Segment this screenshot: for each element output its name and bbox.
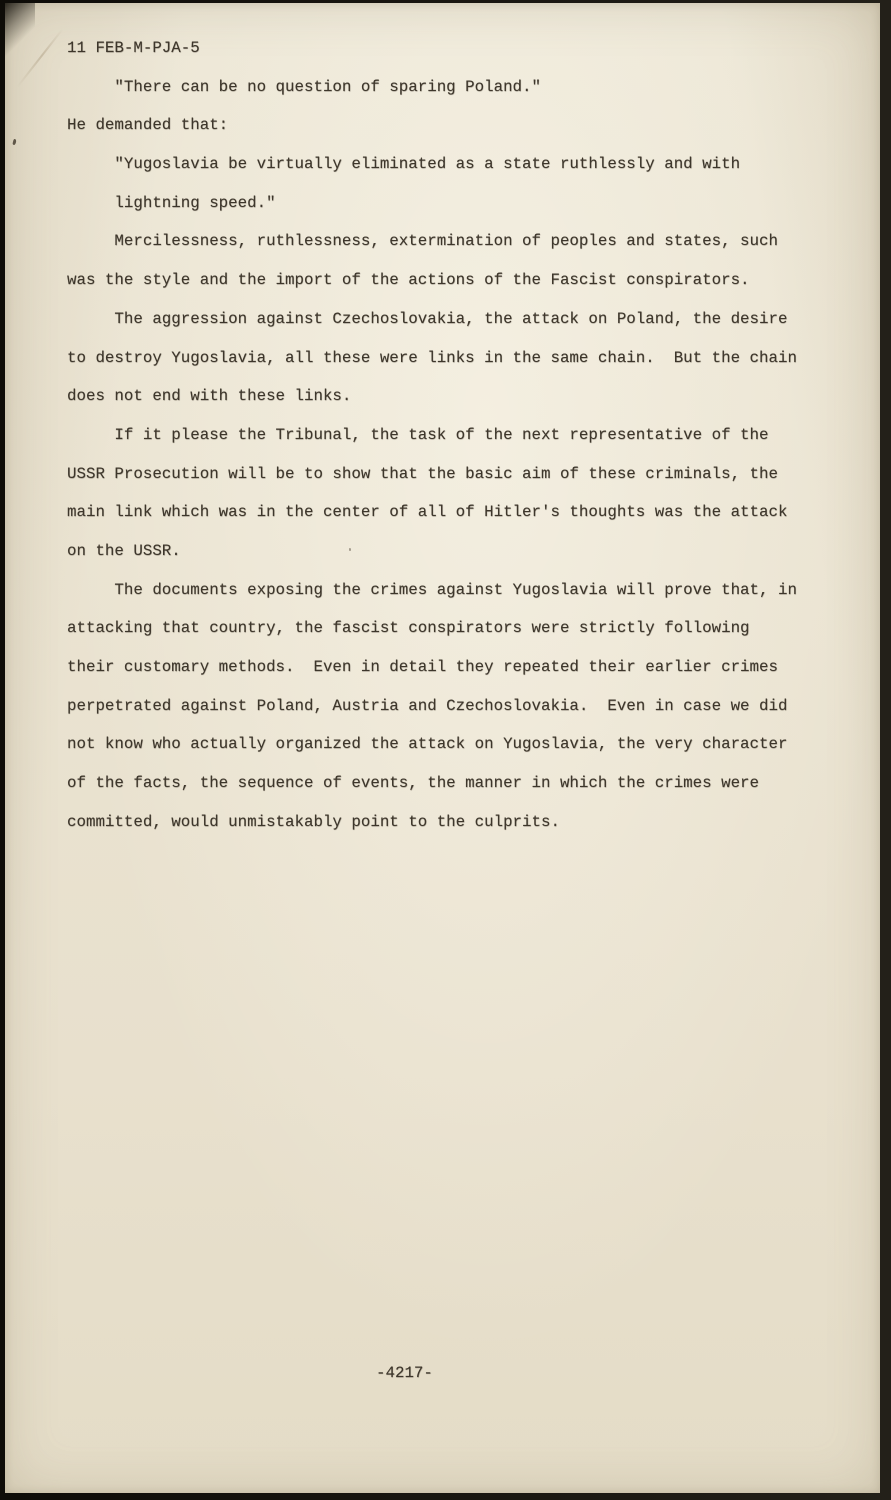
text-line: on the USSR. [67,541,181,560]
text-line: USSR Prosecution will be to show that the basic aim of these criminals, the [67,464,778,483]
text-line: of the facts, the sequence of events, the manner in which the crimes were [67,774,760,793]
text-line: "Yugoslavia be virtually eliminated as a state ruthlessly and with [67,155,741,174]
text-line: "There can be no question of sparing Poland." [67,77,541,96]
document-id-line: 11 FEB-M-PJA-5 [67,39,200,57]
text-line: committed, would unmistakably point to the culprits. [67,812,560,831]
text-line: perpetrated against Poland, Austria and Czechoslovakia. Even in case we did [67,696,788,715]
text-line: not know who actually organized the attack on Yugoslavia, the very character [67,735,788,754]
text-line: The aggression against Czechoslovakia, the attack on Poland, the desire [67,309,788,328]
ink-speck [12,139,16,146]
text-line: attacking that country, the fascist conspirators were strictly following [67,619,750,638]
text-line: The documents exposing the crimes against Yugoslavia will prove that, in [67,580,797,599]
paper-sheet [5,3,880,1493]
text-line: their customary methods. Even in detail they repeated their earlier crimes [67,658,778,676]
text-line: was the style and the import of the actions of the Fascist conspirators. [67,271,750,290]
text-line: to destroy Yugoslavia, all these were links in the same chain. But the chain [67,348,797,367]
text-line: If it please the Tribunal, the task of the next representative of the [67,425,769,444]
text-line: lightning speed." [67,193,276,212]
text-line: He demanded that: [67,116,229,135]
typed-text-block [67,29,840,841]
text-line: does not end with these links. [67,387,352,406]
paper-crease [16,28,63,88]
corner-shadow [5,3,35,61]
text-line: main link which was in the center of all of Hitler's thoughts was the attack [67,503,788,522]
page-number: -4217- [376,1364,433,1382]
text-line: Mercilessness, ruthlessness, extermination of peoples and states, such [67,232,778,251]
